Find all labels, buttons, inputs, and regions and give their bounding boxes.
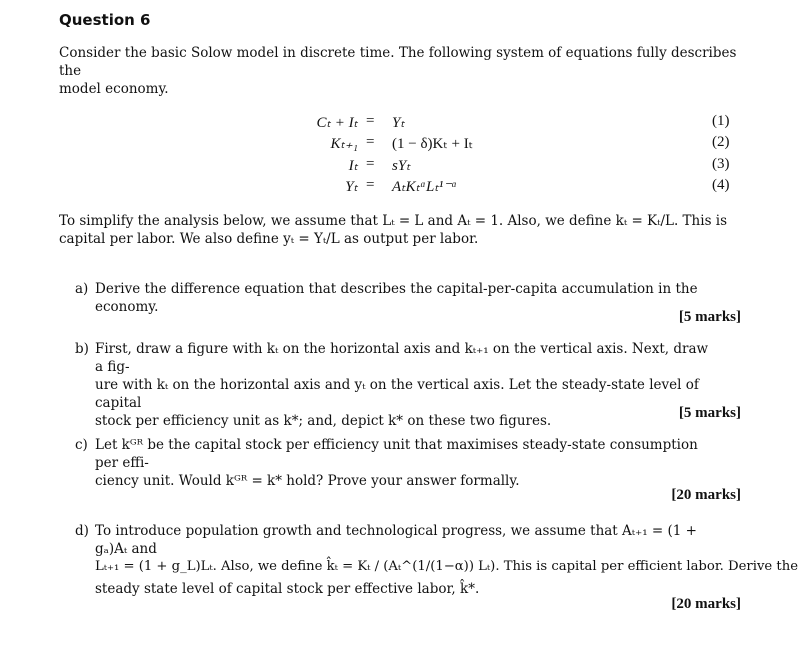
part-b-marks: [5 marks] [678, 405, 741, 421]
part-b-label: b) [75, 341, 89, 357]
equation-4-equals: = [366, 177, 375, 193]
equation-2-rhs: (1 − δ)Kₜ + Iₜ [392, 136, 474, 152]
equation-3 [0, 156, 798, 176]
part-d [75, 522, 798, 598]
equation-2-equals: = [366, 134, 375, 150]
part-d-marks: [20 marks] [671, 596, 741, 612]
part-b-line-2: ure with kₜ on the horizontal axis and yₜ on the vertical axis. Let the steady-state level of capital [95, 377, 699, 411]
simplify-line-1: To simplify the analysis below, we assume that Lₜ = L and Aₜ = 1. Also, we define kₜ = Kₜ/L. This is [59, 213, 728, 229]
equation-3-number: (3) [712, 156, 730, 172]
equation-1-equals: = [366, 113, 375, 129]
equation-4-lhs: Yₜ [345, 179, 358, 195]
equation-1-number: (1) [712, 113, 730, 129]
equation-3-lhs: Iₜ [348, 158, 358, 174]
part-c [75, 436, 720, 490]
equation-1-rhs: Yₜ [392, 115, 405, 131]
equation-4-rhs: AₜKₜᵅLₜ¹⁻ᵅ [392, 179, 458, 195]
part-a-label: a) [75, 281, 89, 297]
equation-2-lhs: Kₜ₊₁ [330, 136, 358, 152]
part-a [75, 280, 720, 316]
part-a-line-1: Derive the difference equation that describes the capital-per-capita accumulation in the economy. [95, 281, 698, 315]
part-d-label: d) [75, 523, 89, 539]
question-title: Question 6 [59, 11, 151, 29]
simplify-paragraph [59, 212, 739, 248]
part-d-line-3: steady state level of capital stock per effective labor, k̂*. [95, 581, 480, 597]
equation-2 [0, 134, 798, 154]
intro-line-2: model economy. [59, 81, 169, 97]
part-b-line-3: stock per efficiency unit as k*; and, depict k* on these two figures. [95, 413, 552, 429]
part-b [75, 340, 720, 430]
part-d-line-2: Lₜ₊₁ = (1 + g_L)Lₜ. Also, we define k̂ₜ = Kₜ / (Aₜ^(1/(1−α)) Lₜ). This is capital per efficient labor. Derive the [95, 559, 798, 574]
equation-4-number: (4) [712, 177, 730, 193]
part-d-line-1: To introduce population growth and technological progress, we assume that Aₜ₊₁ = (1 + gₐ)Aₜ and [95, 523, 697, 557]
part-b-line-1: First, draw a figure with kₜ on the horizontal axis and kₜ₊₁ on the vertical axis. Next, draw a fig- [95, 341, 709, 375]
intro-line-1: Consider the basic Solow model in discrete time. The following system of equations fully describes the [59, 45, 737, 79]
part-c-label: c) [75, 437, 88, 453]
part-c-line-1: Let kᴳᴿ be the capital stock per efficiency unit that maximises steady-state consumption per effi- [95, 437, 698, 471]
equation-4 [0, 177, 798, 197]
simplify-line-2: capital per labor. We also define yₜ = Yₜ/L as output per labor. [59, 231, 479, 247]
part-c-line-2: ciency unit. Would kᴳᴿ = k* hold? Prove your answer formally. [95, 473, 520, 489]
equation-3-equals: = [366, 156, 375, 172]
equation-2-number: (2) [712, 134, 730, 150]
equation-1-lhs: Cₜ + Iₜ [316, 115, 358, 131]
equation-3-rhs: sYₜ [392, 158, 411, 174]
equation-1 [0, 113, 798, 133]
intro-paragraph [59, 44, 739, 98]
part-a-marks: [5 marks] [678, 309, 741, 325]
part-c-marks: [20 marks] [671, 487, 741, 503]
